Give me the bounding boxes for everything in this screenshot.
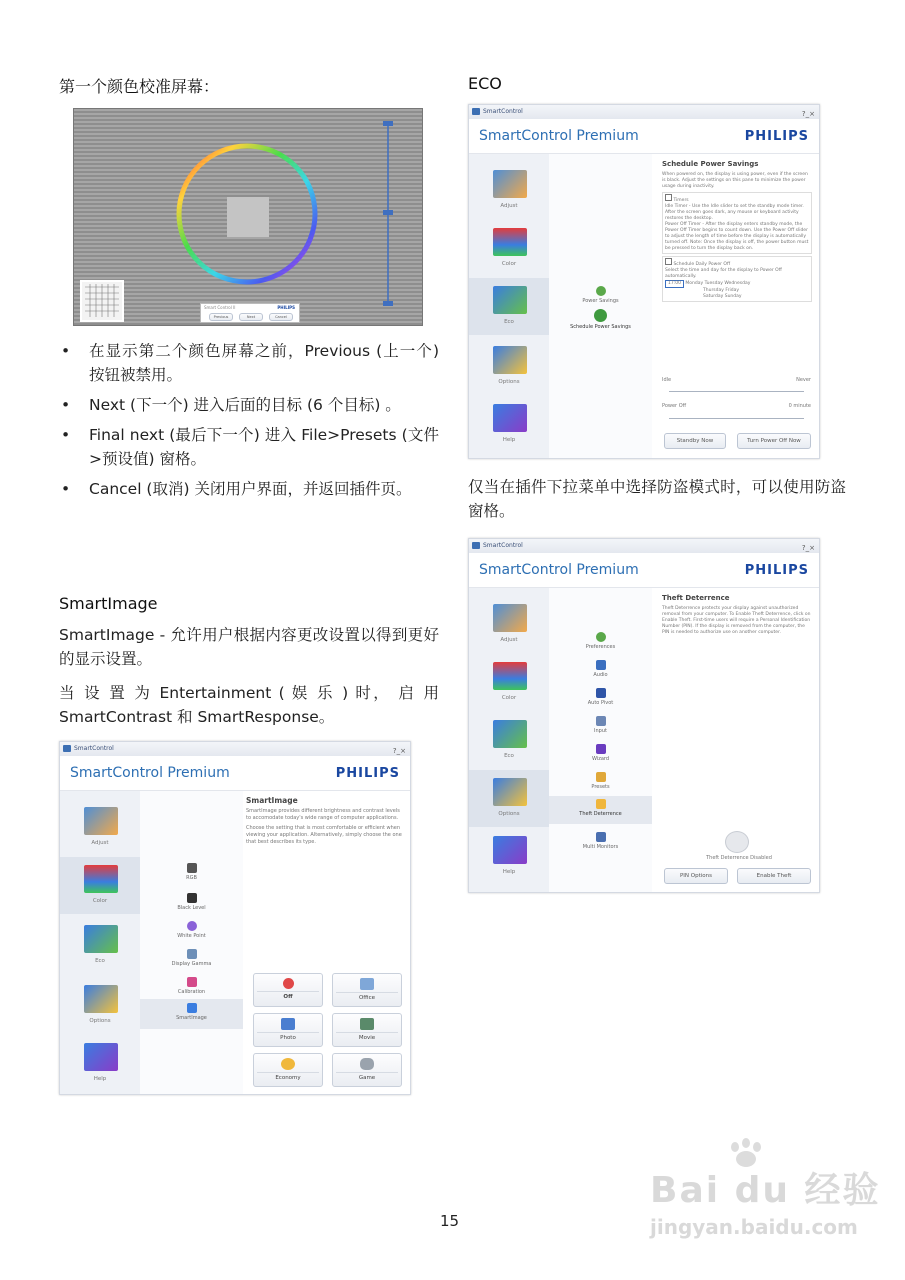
nav-options-label: Options [498, 811, 520, 817]
movie-icon [360, 1018, 374, 1030]
tile-economy[interactable] [253, 1053, 323, 1087]
nav-color-label: Color [501, 695, 517, 701]
color-icon [493, 228, 527, 256]
day-tuesday[interactable]: Tuesday [704, 281, 723, 286]
window-app-title: SmartControl [483, 108, 523, 115]
content-title: Schedule Power Savings [662, 160, 759, 168]
window-header [469, 553, 819, 588]
submenu [549, 588, 652, 892]
submenu-theft-deterrence[interactable] [549, 796, 652, 824]
input-icon [596, 716, 606, 726]
submenu-input[interactable] [549, 716, 652, 734]
power-off-slider[interactable] [669, 418, 804, 419]
nav-help[interactable] [60, 1035, 140, 1092]
window-app-title: SmartControl [483, 542, 523, 549]
idle-label: Idle [662, 377, 672, 383]
product-name: SmartControl Premium [70, 765, 230, 781]
eco-icon [493, 286, 527, 314]
economy-sun-icon [281, 1058, 295, 1070]
nav-adjust[interactable] [60, 799, 140, 856]
submenu-schedule-label: Schedule Power Savings [570, 324, 631, 330]
app-logo-icon [472, 108, 480, 115]
power-off-value: 0 minute [788, 403, 811, 409]
pin-options-button[interactable]: PIN Options [664, 868, 728, 884]
smartimage-icon [187, 1003, 197, 1013]
submenu-presets-label: Presets [591, 784, 610, 790]
window-titlebar [469, 539, 819, 553]
product-name: SmartControl Premium [479, 128, 639, 144]
nav-help[interactable] [469, 828, 549, 885]
tile-game[interactable] [332, 1053, 402, 1087]
submenu [140, 791, 243, 1094]
preferences-icon [596, 632, 606, 642]
adjust-icon [493, 604, 527, 632]
submenu-black-level-label: Black Level [177, 905, 206, 911]
nav-color[interactable] [469, 220, 549, 277]
nav-eco-label: Eco [504, 319, 514, 325]
eco-heading: ECO [468, 74, 502, 93]
submenu-audio-label: Audio [593, 672, 608, 678]
smartimage-heading: SmartImage [59, 594, 158, 613]
day-wednesday[interactable]: Wednesday [724, 281, 751, 286]
off-icon [283, 978, 294, 989]
nav-adjust[interactable] [469, 596, 549, 653]
nav-eco-label: Eco [504, 753, 514, 759]
submenu-presets[interactable] [549, 772, 652, 790]
nav-options[interactable] [469, 338, 549, 395]
window-controls[interactable]: ?_× [392, 747, 406, 755]
theft-deterrence-window [468, 538, 820, 893]
display-gamma-icon [187, 949, 197, 959]
presets-icon [596, 772, 606, 782]
smartimage-paragraph-1: SmartImage - 允许用户根据内容更改设置以得到更好的显示设置。 [59, 626, 439, 668]
turn-power-off-now-button[interactable]: Turn Power Off Now [737, 433, 811, 449]
color-icon [493, 662, 527, 690]
philips-logo: PHILIPS [744, 129, 809, 144]
tile-movie[interactable] [332, 1013, 402, 1047]
submenu-power-savings-label: Power Savings [582, 298, 619, 304]
content-pane [246, 796, 406, 846]
nav-options-label: Options [498, 379, 520, 385]
tile-movie-label: Movie [336, 1032, 398, 1041]
submenu-wizard-label: Wizard [591, 756, 610, 762]
submenu-display-gamma-label: Display Gamma [171, 961, 212, 967]
nav-options[interactable] [60, 977, 140, 1034]
power-off-timer-text: Power Off Timer - After the display enters standby mode, the Power Off Timer begins to count down. Use the Power Off slider to adjust the length of time before the display is automatically turned off. Note: Once the display is off, the power button must be pressed to turn the display back on. [665, 222, 809, 251]
nav-help[interactable] [469, 396, 549, 453]
wizard-icon [596, 744, 606, 754]
next-button[interactable]: Next [239, 313, 263, 321]
eco-icon [84, 925, 118, 953]
auto-pivot-icon [596, 688, 606, 698]
schedule-group [662, 256, 812, 302]
submenu-power-savings[interactable] [549, 286, 652, 304]
window-header [469, 119, 819, 154]
submenu-input-label: Input [594, 728, 607, 734]
day-friday[interactable]: Friday [725, 288, 740, 293]
padlock-icon [596, 799, 606, 809]
nav-help-label: Help [502, 869, 516, 875]
window-controls[interactable]: ?_× [801, 544, 815, 552]
eco-window [468, 104, 820, 459]
nav-options-label: Options [89, 1018, 111, 1024]
theft-status-text: Theft Deterrence Disabled [706, 855, 772, 861]
bullet-next: • Next (下一个) 进入后面的目标 (6 个目标) 。 [59, 393, 439, 417]
day-saturday[interactable]: Saturday [703, 294, 724, 299]
office-icon [360, 978, 374, 990]
submenu-display-gamma[interactable] [140, 949, 243, 967]
theft-caption: 仅当在插件下拉菜单中选择防盗模式时，可以使用防盗窗格。 [468, 478, 846, 520]
submenu-rgb-label: RGB [186, 875, 197, 881]
bullet-cancel: • Cancel (取消) 关闭用户界面，并返回插件页。 [59, 477, 439, 501]
content-intro-2: Choose the setting that is most comfortable or efficient when viewing your application. Alternatively, simply choose the one that best describes its type. [246, 825, 402, 845]
tile-off[interactable] [253, 973, 323, 1007]
nav-color-label: Color [501, 261, 517, 267]
submenu-rgb[interactable] [140, 863, 243, 881]
baidu-watermark-url: jingyan.baidu.com [650, 1215, 858, 1239]
power-off-label: Power Off [662, 403, 687, 409]
enable-theft-button[interactable]: Enable Theft [737, 868, 811, 884]
help-icon [493, 836, 527, 864]
content-title: Theft Deterrence [662, 594, 730, 602]
game-controller-icon [360, 1058, 374, 1070]
submenu-schedule-power-savings[interactable] [549, 309, 652, 330]
schedule-checkbox[interactable] [665, 258, 672, 265]
submenu-smartimage[interactable] [140, 999, 243, 1029]
submenu-auto-pivot-label: Auto Pivot [587, 700, 614, 706]
help-icon [84, 1043, 118, 1071]
sidebar [60, 791, 140, 1094]
app-logo-icon [63, 745, 71, 752]
schedule-text: Select the time and day for the display to Power Off automatically. [665, 268, 782, 279]
tile-game-label: Game [336, 1072, 398, 1081]
content-pane [662, 594, 812, 636]
submenu-smartimage-label: SmartImage [176, 1015, 207, 1021]
nav-help-label: Help [502, 437, 516, 443]
audio-speaker-icon [596, 660, 606, 670]
smartimage-paragraph-2: 当 设 置 为 Entertainment ( 娱 乐 ) 时， 启 用 SmartContrast 和 SmartResponse。 [59, 684, 439, 726]
philips-logo: PHILIPS [744, 563, 809, 578]
color-icon [84, 865, 118, 893]
submenu-multi-monitors-label: Multi Monitors [582, 844, 619, 850]
tile-office-label: Office [336, 992, 398, 1001]
calibration-dialog-title: Smart Control II [204, 305, 236, 310]
content-title: SmartImage [246, 796, 298, 805]
nav-options[interactable] [469, 770, 549, 827]
adjust-icon [493, 170, 527, 198]
window-controls[interactable]: ?_× [801, 110, 815, 118]
timers-checkbox[interactable] [665, 194, 672, 201]
nav-adjust-label: Adjust [500, 637, 518, 643]
timers-group [662, 192, 812, 254]
nav-color-label: Color [92, 898, 108, 904]
tile-office[interactable] [332, 973, 402, 1007]
product-name: SmartControl Premium [479, 562, 639, 578]
baidu-paw-icon [727, 1138, 765, 1168]
adjust-icon [84, 807, 118, 835]
tile-economy-label: Economy [257, 1072, 319, 1081]
nav-eco[interactable] [469, 712, 549, 769]
schedule-label: Schedule Daily Power Off [673, 262, 731, 267]
eco-icon [493, 720, 527, 748]
calibration-heading: 第一个颜色校准屏幕： [59, 77, 220, 96]
submenu-calibration[interactable] [140, 977, 243, 995]
timers-label: Timers [673, 198, 689, 203]
previous-button[interactable]: Previous [209, 313, 233, 321]
content-pane [662, 160, 812, 302]
standby-now-button[interactable]: Standby Now [664, 433, 726, 449]
submenu-white-point-label: White Point [177, 933, 206, 939]
calibration-screen [73, 108, 423, 326]
white-point-icon [187, 921, 197, 931]
nav-color[interactable] [60, 857, 140, 914]
baidu-watermark: Bai du 经验 [650, 1170, 881, 1211]
smartimage-window [59, 741, 411, 1095]
submenu-preferences[interactable] [549, 632, 652, 650]
rgb-icon [187, 863, 197, 873]
day-monday[interactable]: Monday [685, 281, 704, 286]
window-titlebar [469, 105, 819, 119]
window-app-title: SmartControl [74, 745, 114, 752]
lock-status-icon [725, 831, 749, 853]
calibration-bullet-list [59, 339, 439, 507]
options-gear-icon [84, 985, 118, 1013]
tile-photo[interactable] [253, 1013, 323, 1047]
calibration-dialog-brand: PHILIPS [277, 305, 295, 310]
submenu-multi-monitors[interactable] [549, 832, 652, 850]
idle-slider[interactable] [669, 391, 804, 392]
color-wheel-graphic [74, 109, 422, 325]
nav-color[interactable] [469, 654, 549, 711]
tile-photo-label: Photo [257, 1032, 319, 1041]
photo-icon [281, 1018, 295, 1030]
submenu-preferences-label: Preferences [585, 644, 616, 650]
power-savings-leaf-icon [596, 286, 606, 296]
sidebar [469, 588, 549, 892]
nav-adjust[interactable] [469, 162, 549, 219]
day-thursday[interactable]: Thursday [703, 288, 724, 293]
page-number: 15 [440, 1212, 460, 1230]
submenu-calibration-label: Calibration [177, 989, 206, 995]
window-titlebar [60, 742, 410, 756]
content-intro: Theft Deterrence protects your display against unauthorized removal from your computer. To Enable Theft Deterrence, click on Enable Theft. First-time users will require a Personal Identification Number (PIN). If the display is removed from the computer, the PIN is needed to authorize use on another computer. [662, 606, 811, 635]
nav-eco[interactable] [60, 917, 140, 974]
nav-eco[interactable] [469, 278, 549, 335]
calibration-dialog [200, 303, 300, 323]
app-logo-icon [472, 542, 480, 549]
options-gear-icon [493, 778, 527, 806]
content-intro: When powered on, the display is using power, even if the screen is black. Adjust the settings on this pane to minimize the power usage during inactivity. [662, 172, 808, 189]
nav-eco-label: Eco [95, 958, 105, 964]
options-gear-icon [493, 346, 527, 374]
idle-timer-text: Idle Timer - Use the Idle slider to set the standby mode timer. After the screen goes dark, any mouse or keyboard activity restores the desktop. [665, 204, 804, 221]
idle-never-label: Never [796, 377, 811, 383]
submenu-auto-pivot[interactable] [549, 688, 652, 706]
cancel-button[interactable]: Cancel [269, 313, 293, 321]
sidebar [469, 154, 549, 458]
bullet-final-next: • Final next (最后下一个) 进入 File>Presets (文件>预设值) 窗格。 [59, 423, 439, 471]
day-sunday[interactable]: Sunday [724, 294, 742, 299]
content-intro: SmartImage provides different brightness and contrast levels to accomodate today's wide range of computer applications. [246, 808, 400, 821]
tile-off-label: Off [257, 991, 319, 1000]
philips-logo: PHILIPS [335, 766, 400, 781]
window-header [60, 756, 410, 791]
nav-adjust-label: Adjust [91, 840, 109, 846]
multi-monitors-icon [596, 832, 606, 842]
submenu [549, 154, 652, 458]
nav-help-label: Help [93, 1076, 107, 1082]
nav-adjust-label: Adjust [500, 203, 518, 209]
help-icon [493, 404, 527, 432]
submenu-theft-deterrence-label: Theft Deterrence [579, 811, 622, 817]
submenu-white-point[interactable] [140, 921, 243, 939]
calibration-icon [187, 977, 197, 987]
bullet-previous: • 在显示第二个颜色屏幕之前，Previous (上一个) 按钮被禁用。 [59, 339, 439, 387]
submenu-wizard[interactable] [549, 744, 652, 762]
black-level-icon [187, 893, 197, 903]
time-select[interactable]: 17:00 [665, 280, 684, 288]
submenu-black-level[interactable] [140, 893, 243, 911]
submenu-audio[interactable] [549, 660, 652, 678]
schedule-leaf-icon [594, 309, 607, 322]
